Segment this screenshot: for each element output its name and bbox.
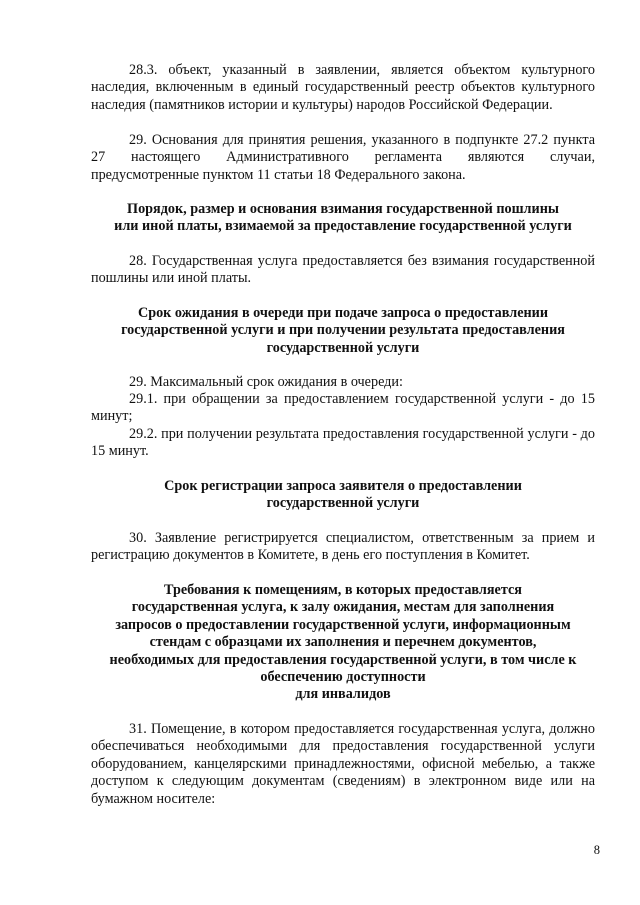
heading-premises: Требования к помещениям, в которых предоставляется государственная услуга, к залу ожидания, местам для заполнения запросов о предоставлении государственной услуги, информационным стендам с образцами их заполнения и перечнем документов, необходимых для предоставления государственной услуги, в том числе к обеспечению доступности для инвалидов (109, 582, 577, 703)
paragraph-29-queue: 29. Максимальный срок ожидания в очереди: (129, 374, 403, 390)
paragraph-28-3: 28.3. объект, указанный в заявлении, является объектом культурного наследия, включенным в единый государственный реестр объектов культурного наследия (памятников истории и культуры) народов Российской Федерации. (91, 62, 595, 113)
paragraph-30: 30. Заявление регистрируется специалистом, ответственным за прием и регистрацию документов в Комитете, в день его поступления в Комитет. (91, 530, 595, 564)
heading-registration: Срок регистрации запроса заявителя о предоставлении государственной услуги (164, 478, 522, 512)
heading-queue: Срок ожидания в очереди при подаче запроса о предоставлении государственной услуги и при получении результата предоставления государственной услуги (121, 305, 565, 356)
paragraph-29-grounds: 29. Основания для принятия решения, указанного в подпункте 27.2 пункта 27 настоящего Административного регламента являются случаи, предусмотренные пунктом 11 статьи 18 Федерального закона. (91, 132, 595, 183)
page-number: 8 (593, 843, 600, 857)
paragraph-29-2: 29.2. при получении результата предоставления государственной услуги - до 15 минут. (91, 426, 595, 460)
paragraph-31: 31. Помещение, в котором предоставляется государственная услуга, должно обеспечиваться необходимыми для предоставления государственной услуги оборудованием, канцелярскими принадлежностями, офисной мебелью, а также доступом к следующим документам (сведениям) в электронном виде или на бумажном носителе: (91, 721, 595, 807)
paragraph-29-1: 29.1. при обращении за предоставлением государственной услуги - до 15 минут; (91, 391, 595, 425)
heading-fee: Порядок, размер и основания взимания государственной пошлины или иной платы, взимаемой за предоставление государственной услуги (114, 201, 572, 235)
paragraph-28-fee: 28. Государственная услуга предоставляется без взимания государственной пошлины или иной платы. (91, 253, 595, 287)
